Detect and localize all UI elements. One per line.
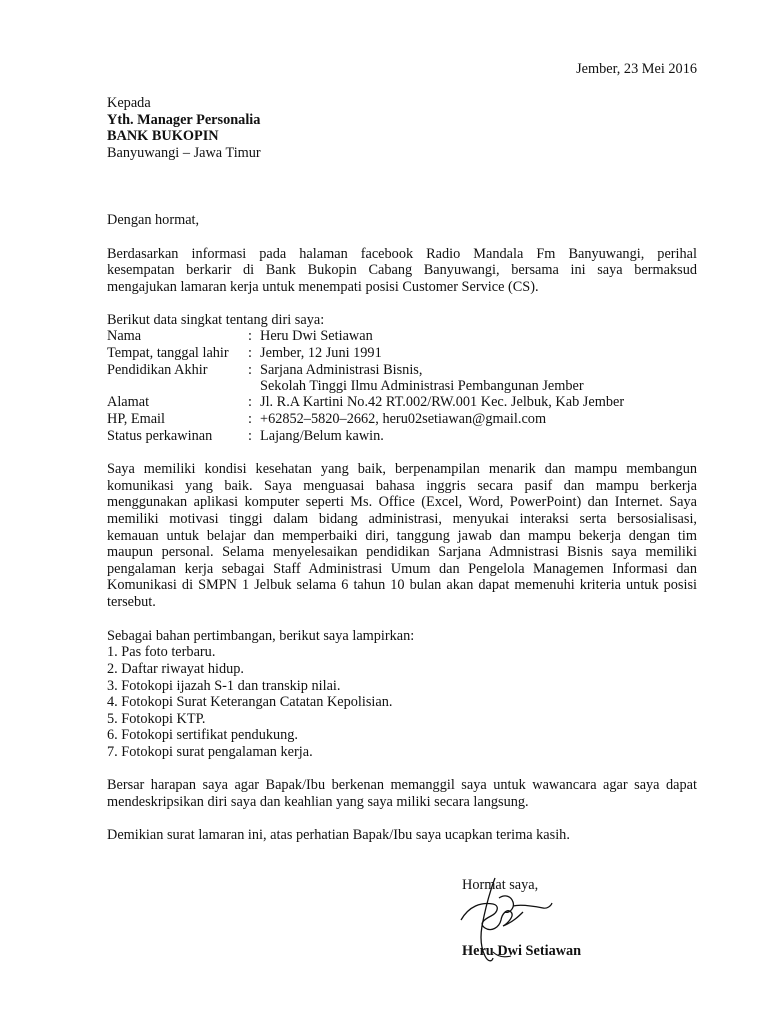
- body-line: Saya memiliki kondisi kesehatan yang baik, berpenampilan menarik dan mampu membangun: [107, 461, 697, 477]
- letter-date: Jember, 23 Mei 2016: [576, 61, 697, 77]
- attachments-intro: Sebagai bahan pertimbangan, berikut saya lampirkan:: [107, 628, 415, 644]
- hope-line: mendeskripsikan diri saya dan keahlian yang saya miliki secara langsung.: [107, 794, 529, 810]
- closing-statement: Demikian surat lamaran ini, atas perhatian Bapak/Ibu saya ucapkan terima kasih.: [107, 827, 570, 843]
- attachment-item: 3. Fotokopi ijazah S-1 dan transkip nilai.: [107, 678, 341, 694]
- signoff: Hormat saya,: [462, 877, 539, 893]
- intro-line: kesempatan berkarir di Bank Bukopin Cabang Banyuwangi, bersama ini saya bermaksud: [107, 262, 697, 278]
- recipient-title: Yth. Manager Personalia: [107, 112, 261, 128]
- recipient-company: BANK BUKOPIN: [107, 128, 219, 144]
- recipient-to: Kepada: [107, 95, 151, 111]
- body-line: kemauan untuk belajar dan memperbaiki diri, tanggung jawab dan mampu bekerja dengan tim: [107, 528, 697, 544]
- field-label: HP, Email: [107, 411, 165, 427]
- attachment-item: 5. Fotokopi KTP.: [107, 711, 206, 727]
- body-line: pengalaman kerja sebagai Staff Administrasi Umum dan Pengelola Managemen Informasi dan: [107, 561, 697, 577]
- field-label: Alamat: [107, 394, 150, 410]
- field-label: Nama: [107, 328, 142, 344]
- field-value: +62852–5820–2662, heru02setiawan@gmail.com: [260, 411, 547, 427]
- hope-line: Bersar harapan saya agar Bapak/Ibu berkenan memanggil saya untuk wawancara agar saya dapat: [107, 777, 697, 793]
- field-value: Lajang/Belum kawin.: [260, 428, 384, 444]
- body-line: komunikasi yang baik. Saya menguasai bahasa inggris secara pasif dan mampu berkerja: [107, 478, 697, 494]
- field-value: Heru Dwi Setiawan: [260, 328, 373, 344]
- attachment-item: 2. Daftar riwayat hidup.: [107, 661, 244, 677]
- body-line: menggunakan aplikasi komputer seperti Ms. Office (Excel, Word, PowerPoint) dan Internet. Saya: [107, 494, 697, 510]
- field-colon: :: [248, 345, 252, 361]
- attachment-item: 4. Fotokopi Surat Keterangan Catatan Kepolisian.: [107, 694, 393, 710]
- attachment-item: 1. Pas foto terbaru.: [107, 644, 216, 660]
- field-value: Sarjana Administrasi Bisnis,: [260, 362, 423, 378]
- field-value: Sekolah Tinggi Ilmu Administrasi Pembangunan Jember: [260, 378, 584, 394]
- field-value: Jl. R.A Kartini No.42 RT.002/RW.001 Kec. Jelbuk, Kab Jember: [260, 394, 625, 410]
- greeting: Dengan hormat,: [107, 212, 200, 228]
- field-label: Status perkawinan: [107, 428, 213, 444]
- field-colon: :: [248, 394, 252, 410]
- field-value: Jember, 12 Juni 1991: [260, 345, 382, 361]
- field-colon: :: [248, 328, 252, 344]
- field-colon: :: [248, 411, 252, 427]
- intro-line: Berdasarkan informasi pada halaman facebook Radio Mandala Fm Banyuwangi, perihal: [107, 246, 697, 262]
- signature-name: Heru Dwi Setiawan: [462, 943, 582, 959]
- body-line: memiliki motivasi tinggi dalam bidang administrasi, menyukai interaksi serta bersosialisasi,: [107, 511, 697, 527]
- body-line: Komunikasi di SMPN 1 Jelbuk selama 6 tahun 10 bulan akan dapat memenuhi kriteria untuk posisi: [107, 577, 697, 593]
- field-label: Tempat, tanggal lahir: [107, 345, 229, 361]
- body-line: tersebut.: [107, 594, 156, 610]
- body-line: maupun personal. Selama menyelesaikan pendidikan Sarjana Admnistrasi Bisnis saya memiliki: [107, 544, 697, 560]
- intro-line: mengajukan lamaran kerja untuk menempati posisi Customer Service (CS).: [107, 279, 539, 295]
- field-label: Pendidikan Akhir: [107, 362, 208, 378]
- data-intro: Berikut data singkat tentang diri saya:: [107, 312, 325, 328]
- recipient-location: Banyuwangi – Jawa Timur: [107, 145, 261, 161]
- field-colon: :: [248, 428, 252, 444]
- field-colon: :: [248, 362, 252, 378]
- attachment-item: 7. Fotokopi surat pengalaman kerja.: [107, 744, 313, 760]
- attachment-item: 6. Fotokopi sertifikat pendukung.: [107, 727, 299, 743]
